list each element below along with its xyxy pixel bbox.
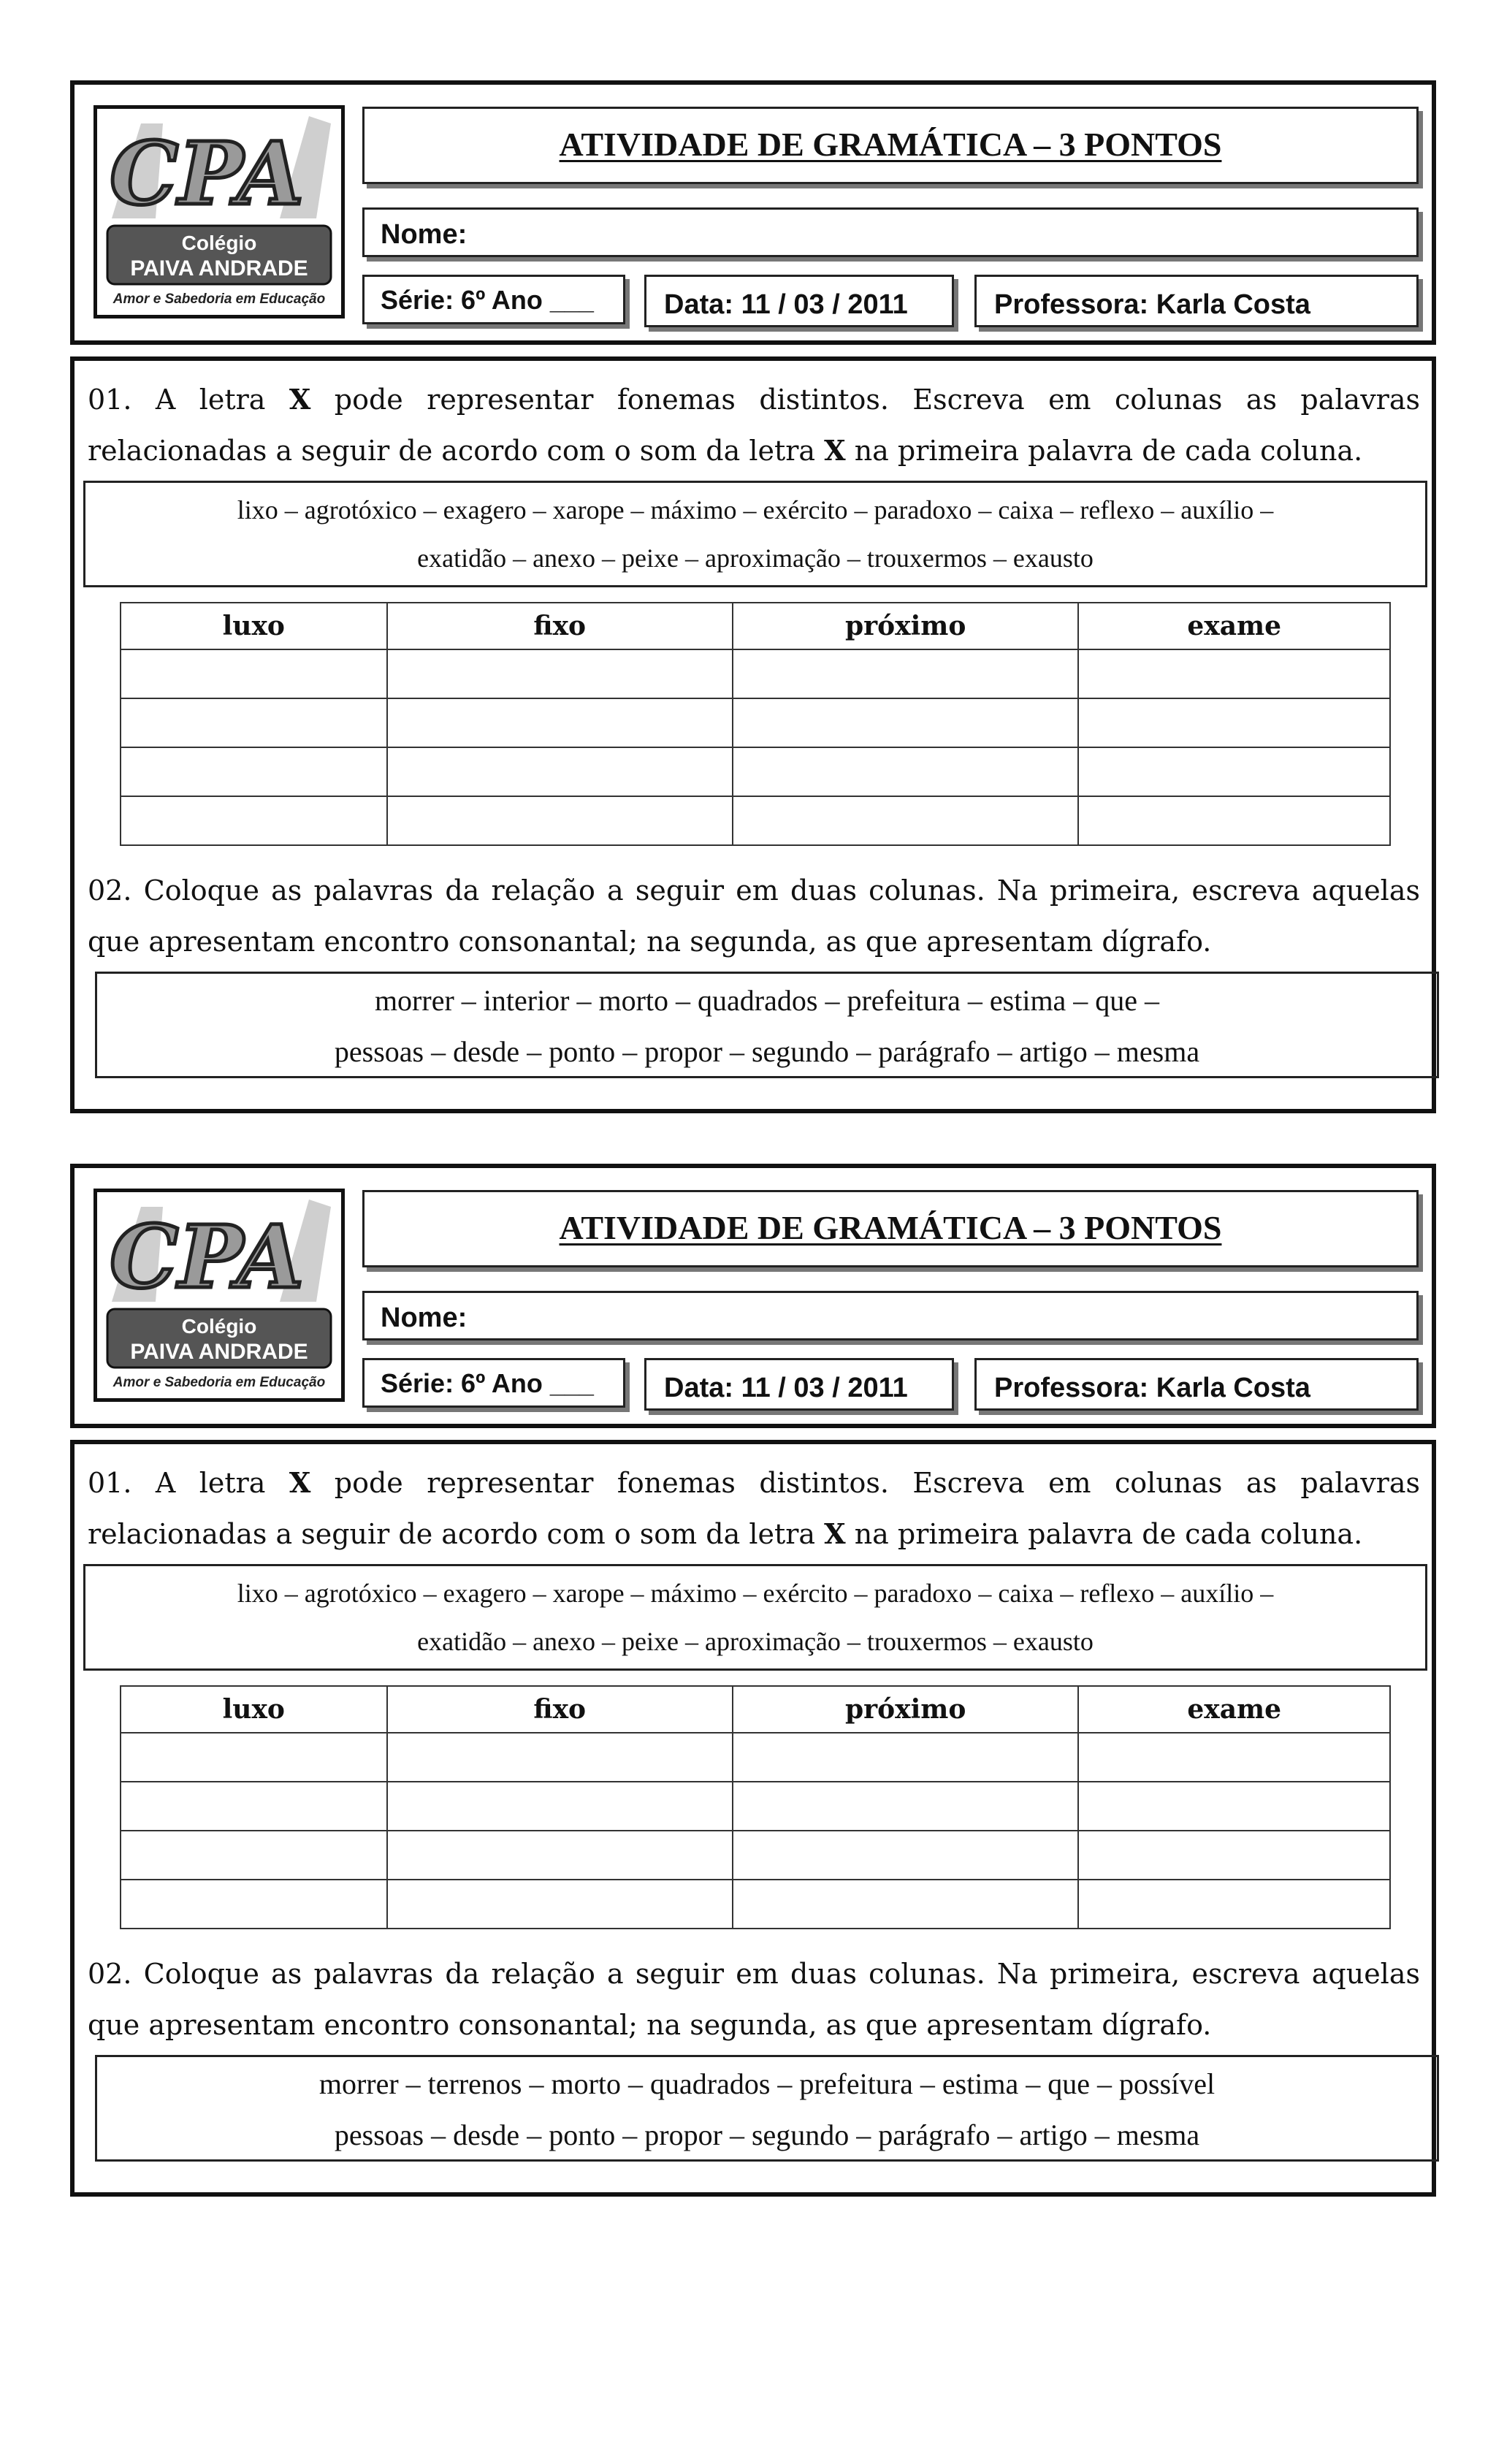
question-1-text: 01. A letra X pode representar fonemas distintos. Escreva em colunas as palavras relacionadas a seguir de acordo com o som da letra X na primeira palavra de cada coluna. [88, 383, 1420, 467]
table-header: próximo [733, 603, 1079, 649]
grade-field[interactable] [362, 1358, 625, 1408]
table-header: exame [1078, 1686, 1390, 1733]
table-row [121, 747, 1390, 796]
answer-cell[interactable] [1078, 1831, 1390, 1880]
word-list-line: pessoas – desde – ponto – propor – segundo – parágrafo – artigo – mesma [334, 2118, 1200, 2151]
sheet-header [70, 80, 1436, 345]
answer-cell[interactable] [387, 649, 733, 698]
answer-cell[interactable] [1078, 1880, 1390, 1929]
answer-cell[interactable] [733, 649, 1079, 698]
sheet-body [70, 356, 1436, 1113]
answer-table [120, 602, 1391, 846]
table-row [121, 1880, 1390, 1929]
answer-cell[interactable] [121, 1782, 387, 1831]
question-1-word-list [83, 481, 1427, 587]
answer-cell[interactable] [121, 1831, 387, 1880]
school-logo [94, 105, 345, 319]
teacher-box [974, 275, 1419, 327]
answer-cell[interactable] [733, 1733, 1079, 1782]
answer-cell[interactable] [121, 747, 387, 796]
answer-cell[interactable] [387, 796, 733, 845]
table-row [121, 796, 1390, 845]
question-2-word-list [95, 2055, 1439, 2162]
question-2-word-list [95, 972, 1439, 1078]
word-list-line: lixo – agrotóxico – exagero – xarope – máximo – exército – paradoxo – caixa – reflexo – auxílio – [237, 1579, 1274, 1608]
date-label: Data: 11 / 03 / 2011 [664, 1373, 908, 1403]
answer-cell[interactable] [121, 1733, 387, 1782]
sheet-header [70, 1164, 1436, 1428]
question-2-text: 02. Coloque as palavras da relação a seguir em duas colunas. Na primeira, escreva aquelas que apresentam encontro consonantal; na segunda, as que apresentam dígrafo. [88, 1958, 1420, 2041]
answer-cell[interactable] [733, 1782, 1079, 1831]
table-row [121, 1831, 1390, 1880]
answer-cell[interactable] [1078, 698, 1390, 747]
teacher-label: Professora: Karla Costa [994, 1373, 1310, 1403]
word-list-line: exatidão – anexo – peixe – aproximação – trouxermos – exausto [417, 1627, 1094, 1656]
teacher-box [974, 1358, 1419, 1411]
date-box [644, 1358, 954, 1411]
answer-cell[interactable] [387, 1831, 733, 1880]
name-field[interactable] [362, 207, 1419, 257]
word-list-line: pessoas – desde – ponto – propor – segundo – parágrafo – artigo – mesma [334, 1035, 1200, 1068]
page-title: ATIVIDADE DE GRAMÁTICA – 3 PONTOS [362, 1190, 1419, 1267]
answer-cell[interactable] [1078, 649, 1390, 698]
answer-cell[interactable] [121, 698, 387, 747]
logo-letters: CPA [110, 1206, 304, 1308]
answer-cell[interactable] [733, 796, 1079, 845]
answer-table [120, 1685, 1391, 1929]
logo-school-line2: PAIVA ANDRADE [130, 256, 308, 281]
page-title: ATIVIDADE DE GRAMÁTICA – 3 PONTOS [362, 107, 1419, 184]
word-list-line: morrer – interior – morto – quadrados – prefeitura – estima – que – [374, 984, 1160, 1017]
grade-label: Série: 6º Ano ___ [381, 1368, 594, 1398]
grade-field[interactable] [362, 275, 625, 324]
name-label: Nome: [381, 1302, 468, 1333]
logo-school-line1: Colégio [181, 1315, 257, 1338]
teacher-label: Professora: Karla Costa [994, 289, 1310, 320]
table-header: luxo [121, 603, 387, 649]
table-header: próximo [733, 1686, 1079, 1733]
table-row [121, 649, 1390, 698]
table-header: luxo [121, 1686, 387, 1733]
logo-school-line2: PAIVA ANDRADE [130, 1340, 308, 1364]
answer-cell[interactable] [387, 698, 733, 747]
answer-cell[interactable] [121, 1880, 387, 1929]
school-logo [94, 1189, 345, 1402]
answer-cell[interactable] [1078, 747, 1390, 796]
answer-cell[interactable] [1078, 1782, 1390, 1831]
school-logo-graphic [97, 1192, 341, 1398]
table-row [121, 698, 1390, 747]
date-box [644, 275, 954, 327]
answer-cell[interactable] [733, 1880, 1079, 1929]
answer-cell[interactable] [387, 1733, 733, 1782]
school-logo-graphic [97, 109, 341, 315]
table-header: fixo [387, 603, 733, 649]
question-2-text: 02. Coloque as palavras da relação a seguir em duas colunas. Na primeira, escreva aquelas que apresentam encontro consonantal; na segunda, as que apresentam dígrafo. [88, 874, 1420, 958]
answer-cell[interactable] [387, 1782, 733, 1831]
answer-cell[interactable] [121, 649, 387, 698]
word-list-line: morrer – terrenos – morto – quadrados – prefeitura – estima – que – possível [318, 2067, 1216, 2100]
logo-letters: CPA [110, 123, 304, 224]
answer-cell[interactable] [1078, 796, 1390, 845]
date-label: Data: 11 / 03 / 2011 [664, 289, 908, 320]
name-label: Nome: [381, 219, 468, 250]
table-row [121, 1733, 1390, 1782]
answer-cell[interactable] [387, 747, 733, 796]
question-1-text: 01. A letra X pode representar fonemas distintos. Escreva em colunas as palavras relacionadas a seguir de acordo com o som da letra X na primeira palavra de cada coluna. [88, 1466, 1420, 1550]
logo-motto: Amor e Sabedoria em Educação [112, 1375, 326, 1390]
word-list-line: lixo – agrotóxico – exagero – xarope – máximo – exército – paradoxo – caixa – reflexo – auxílio – [237, 495, 1274, 525]
name-field[interactable] [362, 1291, 1419, 1340]
table-row [121, 1782, 1390, 1831]
answer-cell[interactable] [733, 698, 1079, 747]
logo-school-line1: Colégio [181, 232, 257, 254]
table-header: exame [1078, 603, 1390, 649]
grade-label: Série: 6º Ano ___ [381, 285, 594, 315]
logo-motto: Amor e Sabedoria em Educação [112, 291, 326, 307]
question-1-word-list [83, 1564, 1427, 1671]
answer-cell[interactable] [733, 1831, 1079, 1880]
sheet-body [70, 1440, 1436, 2197]
table-header: fixo [387, 1686, 733, 1733]
answer-cell[interactable] [1078, 1733, 1390, 1782]
answer-cell[interactable] [121, 796, 387, 845]
answer-cell[interactable] [387, 1880, 733, 1929]
word-list-line: exatidão – anexo – peixe – aproximação – trouxermos – exausto [417, 543, 1094, 573]
answer-cell[interactable] [733, 747, 1079, 796]
